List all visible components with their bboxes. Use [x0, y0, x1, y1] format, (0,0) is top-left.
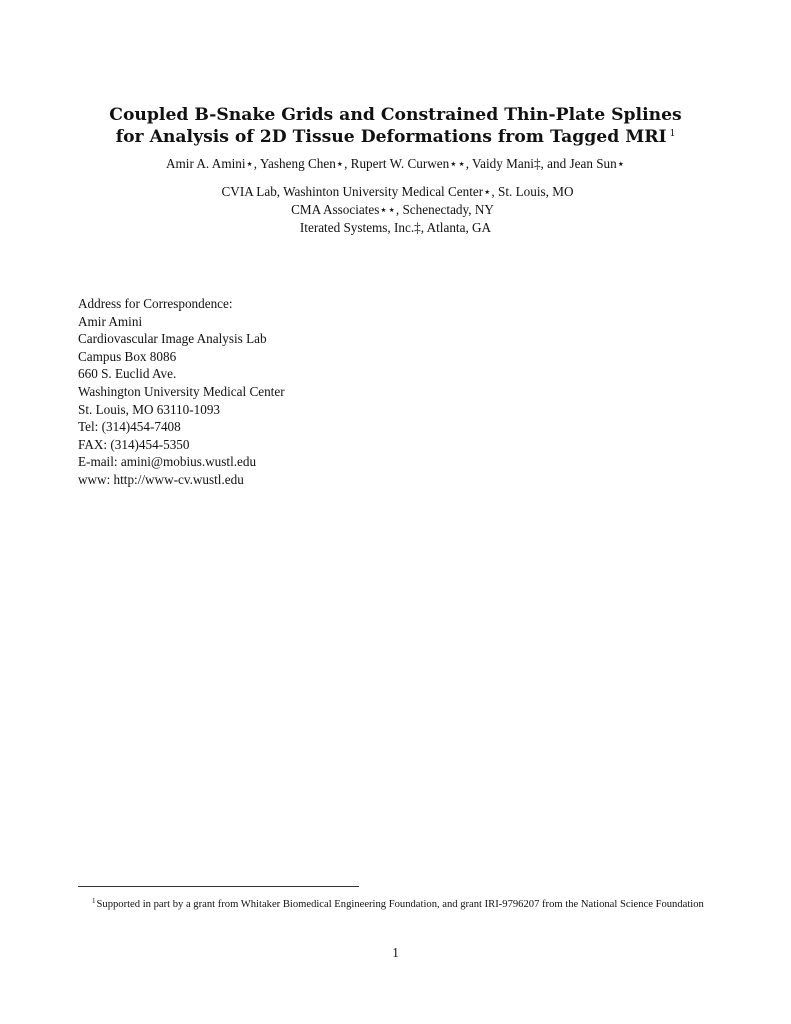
- address-campus-box: Campus Box 8086: [78, 348, 177, 364]
- affiliation-cma-associates: CMA Associates⋆⋆, Schenectady, NY: [291, 202, 494, 217]
- affiliations: [0, 183, 791, 237]
- correspondence-address: [78, 295, 285, 489]
- title-footnote-mark: 1: [669, 129, 676, 139]
- footnote-text: Supported in part by a grant from Whitaker Biomedical Engineering Foundation, and grant IRI-9796207 from the National Science Foundation: [96, 899, 704, 910]
- address-website: www: http://www-cv.wustl.edu: [78, 471, 244, 487]
- title-line-2: [0, 125, 791, 147]
- address-email: E-mail: amini@mobius.wustl.edu: [78, 454, 257, 470]
- footnote-divider: [78, 886, 359, 887]
- address-street: 660 S. Euclid Ave.: [78, 366, 177, 382]
- address-fax: FAX: (314)454-5350: [78, 436, 190, 452]
- address-institution: Washington University Medical Center: [78, 383, 285, 399]
- address-name: Amir Amini: [78, 313, 143, 329]
- page-number: 1: [392, 945, 399, 960]
- address-lab: Cardiovascular Image Analysis Lab: [78, 331, 267, 347]
- address-telephone: Tel: (314)454-7408: [78, 419, 181, 435]
- address-city: St. Louis, MO 63110-1093: [78, 401, 221, 417]
- author-list: Amir A. Amini⋆, Yasheng Chen⋆, Rupert W. Curwen⋆⋆, Vaidy Mani‡, and Jean Sun⋆: [166, 156, 625, 171]
- affiliation-iterated-systems: Iterated Systems, Inc.‡, Atlanta, GA: [299, 220, 492, 235]
- address-heading: Address for Correspondence:: [78, 296, 233, 311]
- paper-title: [0, 106, 791, 147]
- title-line-1: Coupled B-Snake Grids and Constrained Thin-Plate Splines: [109, 105, 682, 125]
- footnote-mark: 1: [92, 897, 96, 905]
- affiliation-cvia-lab: CVIA Lab, Washinton University Medical Center⋆, St. Louis, MO: [221, 184, 574, 199]
- footnote: [78, 894, 718, 912]
- title-line-2-text: for Analysis of 2D Tissue Deformations from Tagged MRI: [115, 127, 667, 147]
